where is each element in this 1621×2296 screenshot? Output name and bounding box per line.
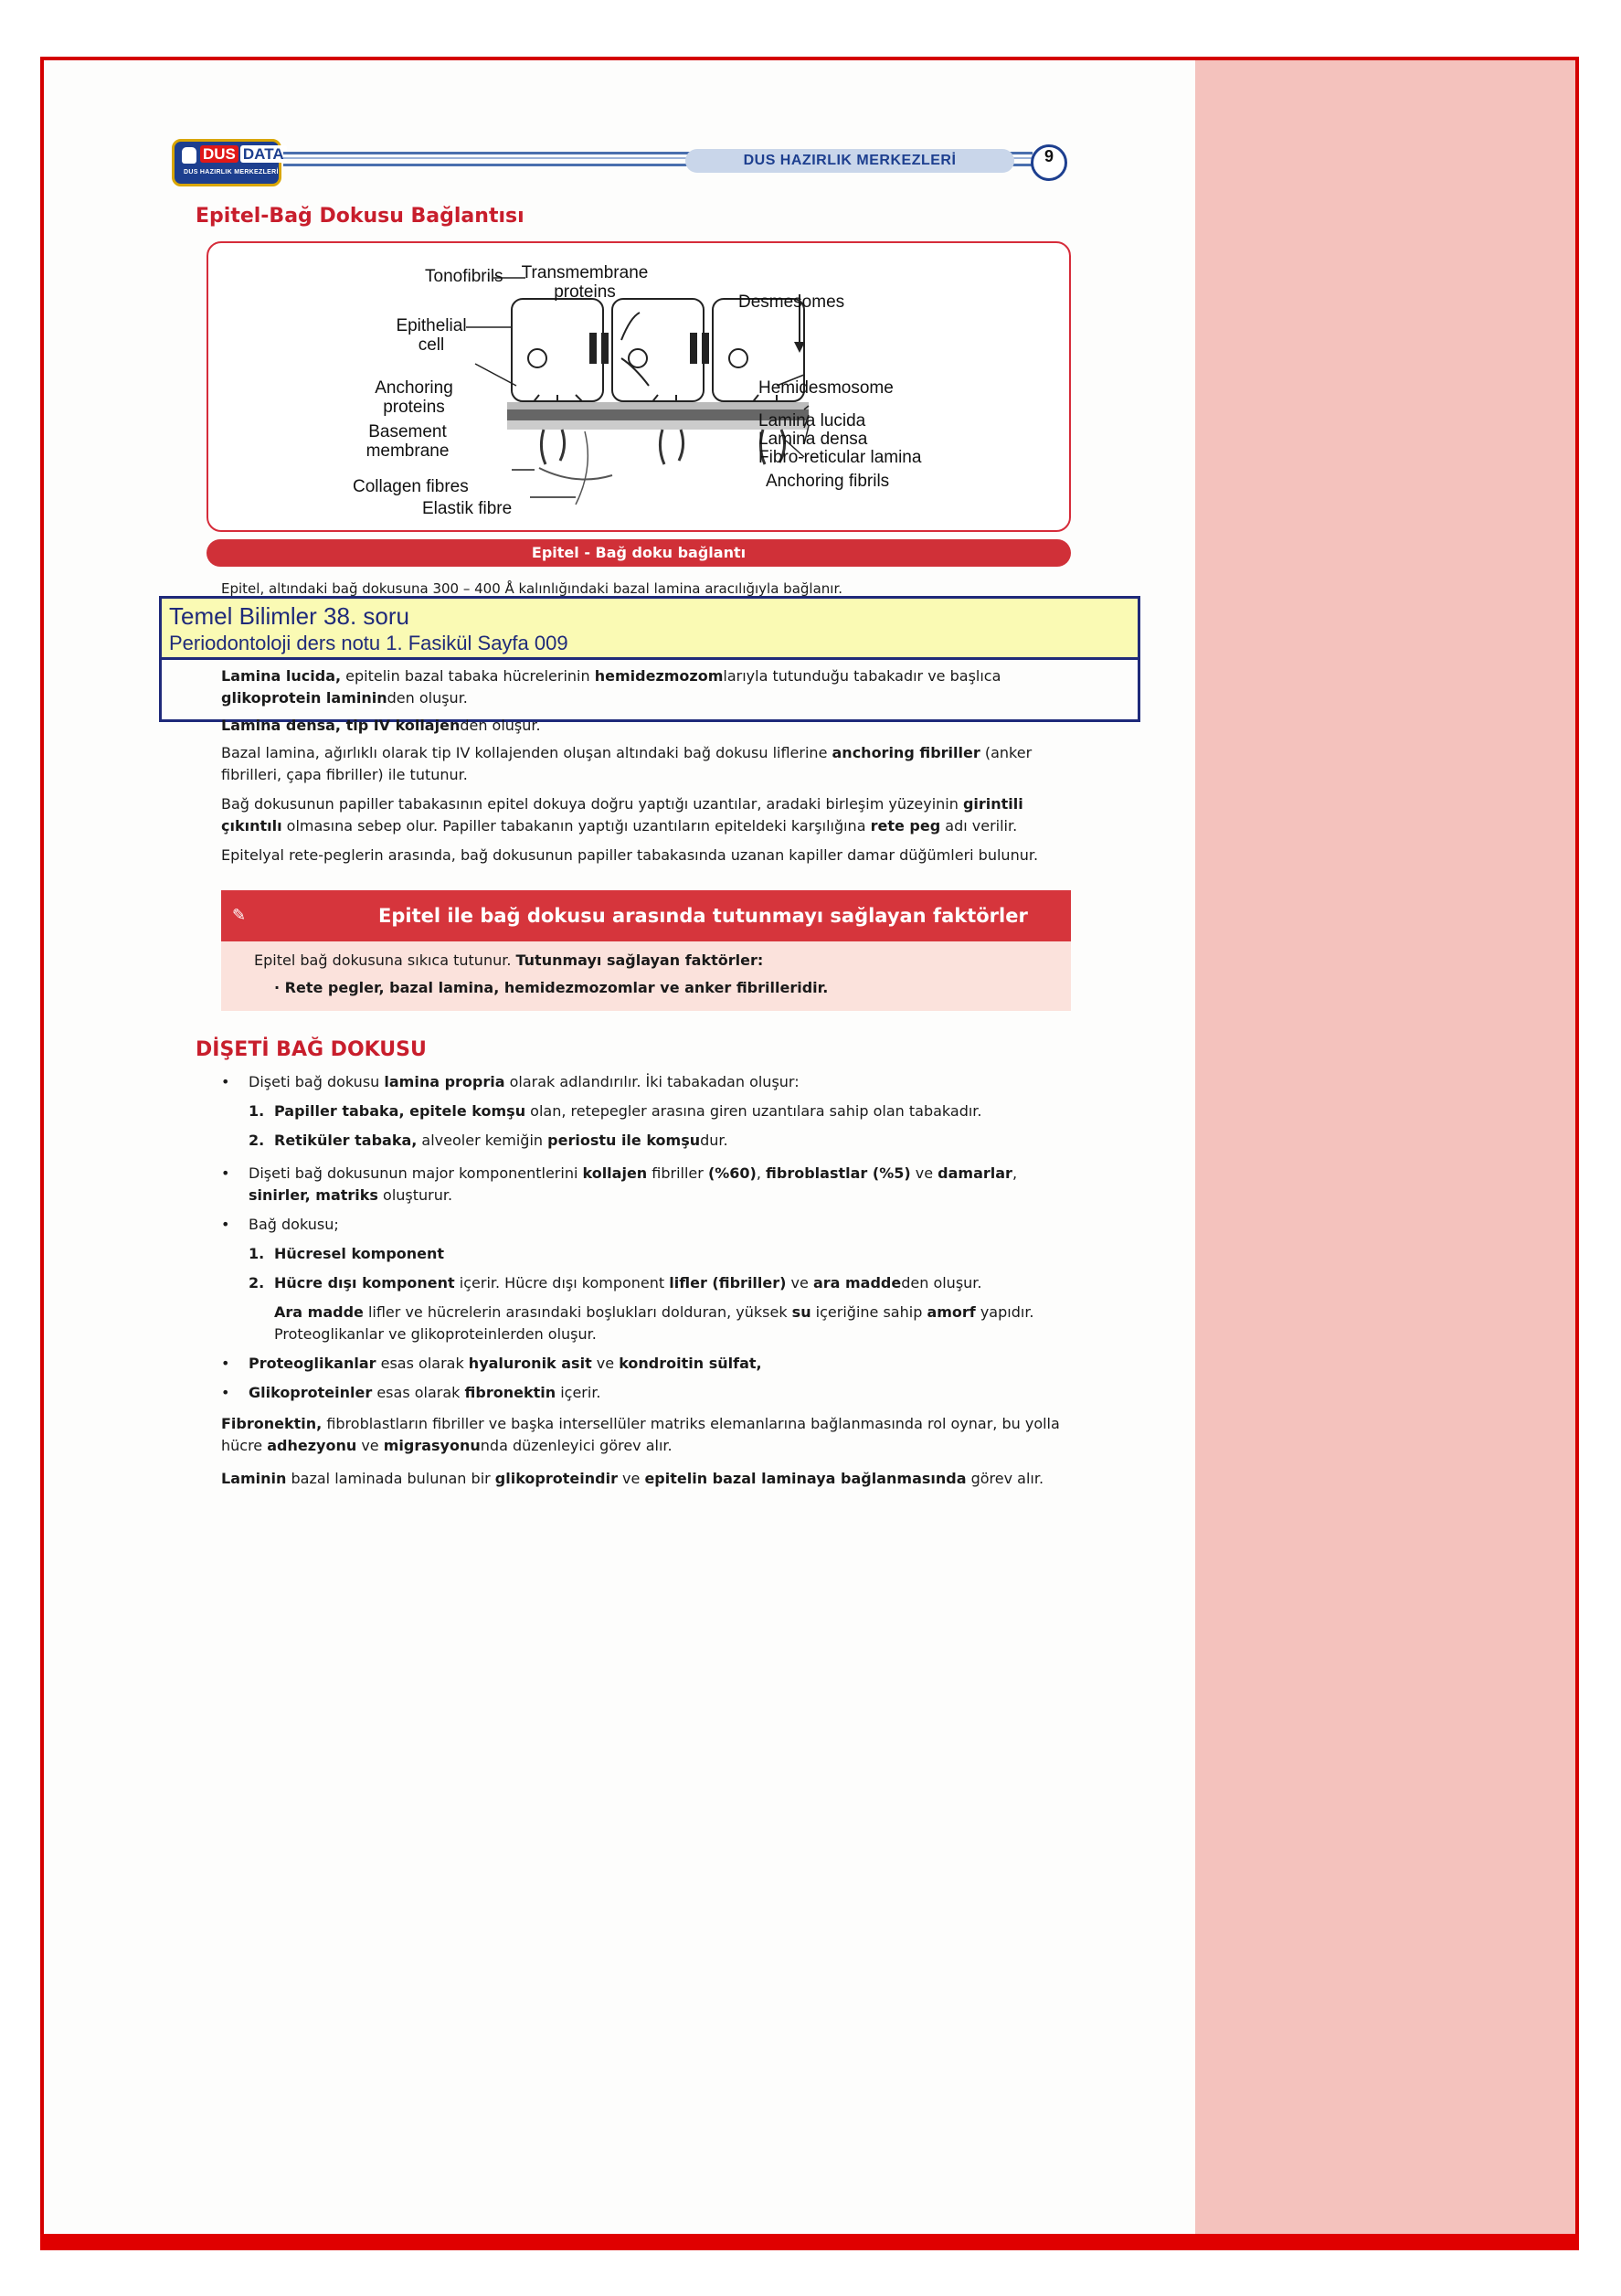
- section-title: Epitel-Bağ Dokusu Bağlantısı: [196, 205, 524, 228]
- label-basement-membrane: Basement membrane: [366, 422, 450, 461]
- note-title: Temel Bilimler 38. soru: [169, 602, 409, 630]
- lamina-lucida-layer: [507, 402, 809, 409]
- label-transmembrane-proteins: Transmembrane proteins: [521, 263, 649, 302]
- paragraph-laminin: Laminin bazal laminada bulunan bir glikoproteindir ve epitelin bazal laminaya bağlanmasında görev alır.: [221, 1470, 1044, 1487]
- nucleus-3: [729, 349, 747, 367]
- label-desmosomes: Desmesomes: [738, 292, 845, 312]
- dusdata-logo: DUS DATA DUS HAZIRLIK MERKEZLERİ: [172, 139, 281, 186]
- paragraph-fibronektin: Fibronektin, fibroblastların fibriller ve başka intersellüler matriks elemanlarına bağlanmasında rol oynar, bu yolla: [221, 1415, 1060, 1432]
- figure-caption: Epitel - Bağ doku bağlantı: [207, 539, 1071, 567]
- paragraph-lamina-lucida: Lamina lucida, epitelin bazal tabaka hücrelerinin hemidezmozomlarıyla tutunduğu tabakadır ve başlıca glikoprotein lamininden oluşur.: [221, 667, 1001, 707]
- label-tonofibrils: Tonofibrils: [425, 267, 503, 286]
- label-hemidesmosome: Hemidesmosome: [758, 378, 894, 398]
- factors-banner: ✎ Epitel ile bağ dokusu arasında tutunmayı sağlayan faktörler: [221, 890, 1071, 941]
- annotation-note: [159, 596, 1140, 660]
- collagen-fibre: [539, 468, 612, 480]
- label-fibro-reticular-lamina: Fibro-reticular lamina: [758, 448, 922, 467]
- label-lamina-densa: Lamina densa: [758, 430, 868, 449]
- label-collagen-fibres: Collagen fibres: [353, 477, 469, 496]
- paragraph-bazal-lamina: Bazal lamina, ağırlıklı olarak tip IV kollajenden oluşan altındaki bağ dokusu liflerine anchoring fibriller (anker fibrilleri, çapa fibriller) ile tutunur.: [221, 744, 1033, 783]
- elastic-fibre: [576, 431, 588, 505]
- label-anchoring-proteins: Anchoring proteins: [375, 378, 453, 417]
- header-banner: DUS HAZIRLIK MERKEZLERİ: [685, 149, 1014, 173]
- pencil-icon: ✎: [232, 906, 247, 925]
- paragraph-papiller: Bağ dokusunun papiller tabakasının epitel dokuya doğru yaptığı uzantılar, aradaki birleşim yüzeyinin girintili çıkıntılı olmasına sebep olur. Papiller tabakanın yaptığı uzantıların epiteldeki karşılığına rete peg adı verilir.: [221, 795, 1023, 834]
- cut-off-line: Epitel, altındaki bağ dokusuna 300 – 400 Å kalınlığındaki bazal lamina aracılığıyla bağlanır.: [221, 580, 843, 596]
- label-lamina-lucida: Lamina lucida: [758, 411, 866, 430]
- section-title-2: DİŞETİ BAĞ DOKUSU: [196, 1038, 427, 1061]
- bottom-bar: [40, 2234, 1579, 2250]
- page-number: 9: [1031, 144, 1067, 181]
- paragraph-rete-peg: Epitelyal rete-peglerin arasında, bağ dokusunun papiller tabakasında uzanan kapiller damar düğümleri bulunur.: [221, 846, 1039, 864]
- label-epithelial-cell: Epithelial cell: [396, 316, 467, 355]
- paragraph-lamina-densa: Lamina densa, tip IV kollajenden oluşur.: [221, 717, 541, 734]
- factors-box: Epitel bağ dokusuna sıkıca tutunur. Tutunmayı sağlayan faktörler: · Rete pegler, bazal lamina, hemidezmozomlar ve anker fibrilleridir.: [221, 941, 1071, 1011]
- paragraph-fibronektin-cont: hücre adhezyonu ve migrasyonunda düzenleyici görev alır.: [221, 1437, 673, 1454]
- anchoring-fibrils: [541, 430, 784, 464]
- note-subtitle: Periodontoloji ders notu 1. Fasikül Sayfa 009: [169, 632, 568, 654]
- nucleus-1: [528, 349, 546, 367]
- desmosomes: [589, 333, 709, 364]
- label-anchoring-fibrils: Anchoring fibrils: [766, 472, 890, 491]
- nucleus-2: [629, 349, 647, 367]
- tooth-icon: [182, 147, 196, 164]
- label-elastik-fibre: Elastik fibre: [422, 499, 513, 518]
